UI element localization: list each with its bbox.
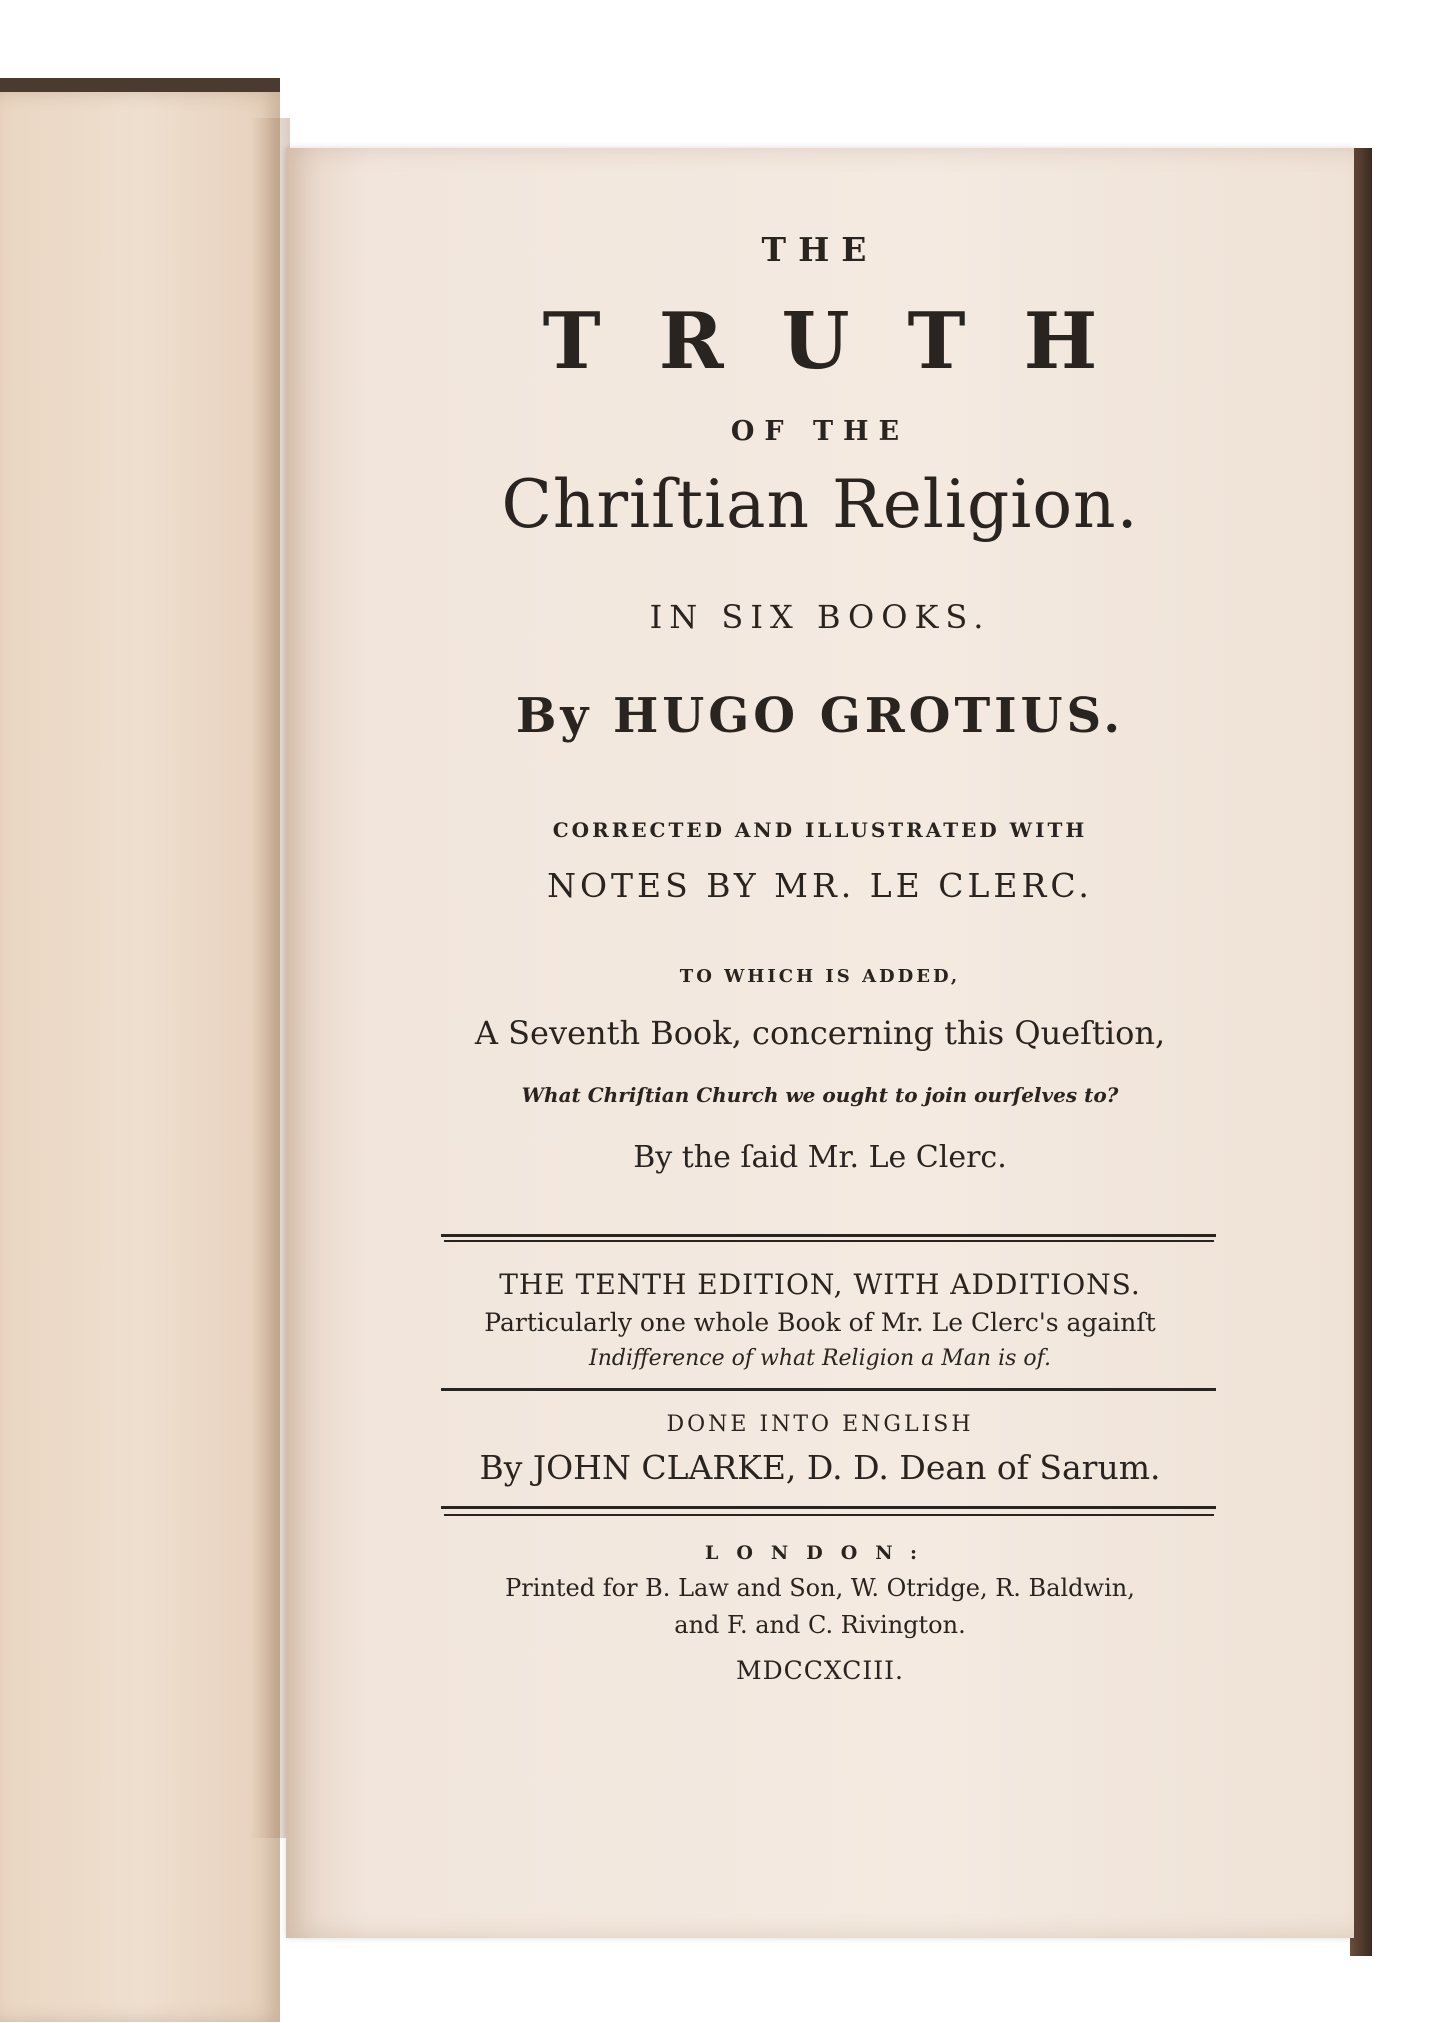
- title-christian-religion: Chriſtian Religion.: [501, 466, 1139, 543]
- subtitle-six-books: IN SIX BOOKS.: [649, 598, 991, 636]
- title-truth: TRUTH: [542, 296, 1156, 387]
- rule-bottom: [441, 1506, 1216, 1509]
- imprint-place: LONDON:: [704, 1542, 935, 1564]
- to-which-added: TO WHICH IS ADDED,: [679, 966, 961, 987]
- title-page: [286, 148, 1354, 1938]
- left-endpaper: [0, 78, 280, 2022]
- title-of-the: OF THE: [730, 416, 910, 447]
- corrected-line: CORRECTED AND ILLUSTRATED WITH: [552, 818, 1088, 842]
- rule-bottom-inner: [444, 1514, 1214, 1516]
- rule-top-inner: [444, 1240, 1214, 1242]
- imprint-year: MDCCXCIII.: [736, 1656, 904, 1685]
- indifference-line: Indifference of what Religion a Man is of.: [589, 1346, 1051, 1371]
- question-line: What Chriſtian Church we ought to join ourſelves to?: [521, 1083, 1119, 1107]
- seventh-book-line: A Seventh Book, concerning this Queſtion,: [474, 1014, 1166, 1052]
- title-the: THE: [761, 230, 879, 269]
- rule-middle: [441, 1388, 1216, 1391]
- said-clerc-line: By the ſaid Mr. Le Clerc.: [633, 1140, 1007, 1175]
- gutter-shadow: [250, 118, 290, 1838]
- edition-line: THE TENTH EDITION, WITH ADDITIONS.: [499, 1268, 1141, 1301]
- translator-line: By JOHN CLARKE, D. D. Dean of Sarum.: [479, 1448, 1161, 1487]
- done-into-english: DONE INTO ENGLISH: [666, 1412, 974, 1437]
- imprint-printers: Printed for B. Law and Son, W. Otridge, R. Baldwin,: [505, 1574, 1135, 1602]
- particularly-line: Particularly one whole Book of Mr. Le Clerc's againſt: [484, 1308, 1156, 1337]
- rule-top: [441, 1234, 1216, 1237]
- notes-line: NOTES BY MR. LE CLERC.: [547, 866, 1093, 905]
- author-line: By HUGO GROTIUS.: [515, 688, 1125, 744]
- imprint-printers-2: and F. and C. Rivington.: [674, 1611, 966, 1639]
